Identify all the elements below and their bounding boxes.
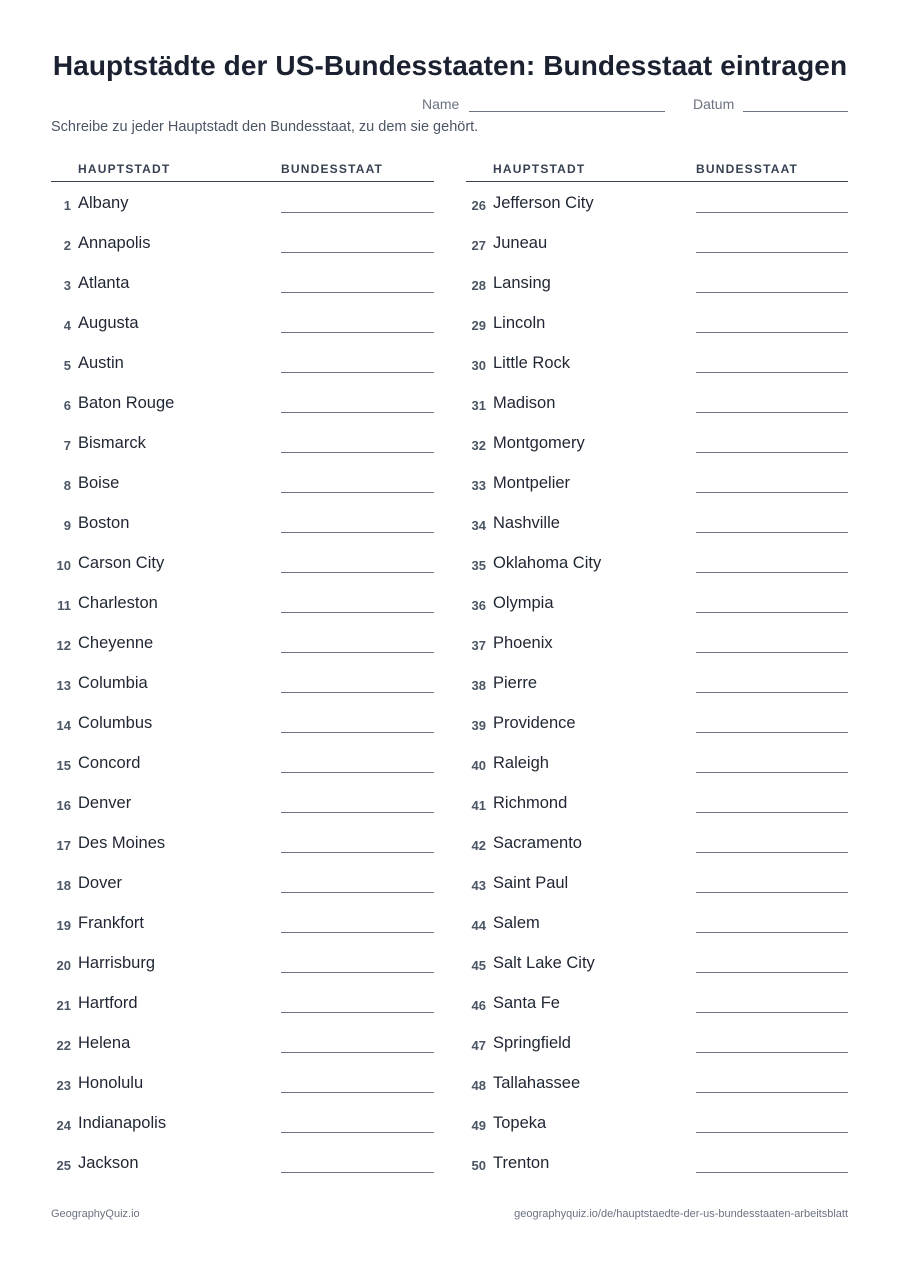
item-number: 45 bbox=[471, 958, 486, 973]
list-item bbox=[466, 942, 848, 982]
state-answer-line[interactable] bbox=[281, 932, 434, 933]
capital-name: Cheyenne bbox=[78, 634, 154, 652]
state-answer-line[interactable] bbox=[696, 1052, 848, 1053]
item-number: 20 bbox=[56, 958, 71, 973]
list-item bbox=[51, 982, 434, 1022]
capital-name: Dover bbox=[78, 874, 123, 892]
state-answer-line[interactable] bbox=[696, 852, 848, 853]
state-answer-line[interactable] bbox=[696, 1012, 848, 1013]
name-label: Name bbox=[422, 96, 460, 112]
list-item bbox=[51, 782, 434, 822]
left-rows bbox=[51, 182, 434, 1182]
capital-name: Raleigh bbox=[493, 754, 549, 772]
list-item bbox=[51, 262, 434, 302]
capital-name: Oklahoma City bbox=[493, 554, 602, 572]
item-number: 1 bbox=[63, 198, 71, 213]
list-item bbox=[466, 462, 848, 502]
list-item bbox=[51, 822, 434, 862]
state-answer-line[interactable] bbox=[696, 252, 848, 253]
state-answer-line[interactable] bbox=[281, 1132, 434, 1133]
state-answer-line[interactable] bbox=[696, 1132, 848, 1133]
state-answer-line[interactable] bbox=[281, 252, 434, 253]
state-answer-line[interactable] bbox=[696, 212, 848, 213]
state-answer-line[interactable] bbox=[696, 292, 848, 293]
state-answer-line[interactable] bbox=[281, 372, 434, 373]
list-item bbox=[51, 1022, 434, 1062]
state-answer-line[interactable] bbox=[281, 452, 434, 453]
list-item bbox=[51, 1102, 434, 1142]
capital-name: Frankfort bbox=[78, 914, 145, 932]
name-line[interactable] bbox=[469, 111, 665, 112]
capital-name: Columbia bbox=[78, 674, 148, 692]
capital-name: Indianapolis bbox=[78, 1114, 167, 1132]
capital-name: Little Rock bbox=[493, 354, 571, 372]
capital-name: Harrisburg bbox=[78, 954, 156, 972]
list-item bbox=[466, 702, 848, 742]
item-number: 4 bbox=[63, 318, 71, 333]
state-answer-line[interactable] bbox=[281, 612, 434, 613]
capital-name: Jefferson City bbox=[493, 194, 594, 212]
list-item bbox=[466, 302, 848, 342]
list-item bbox=[51, 182, 434, 222]
item-number: 25 bbox=[56, 1158, 71, 1173]
state-answer-line[interactable] bbox=[281, 652, 434, 653]
item-number: 49 bbox=[471, 1118, 486, 1133]
capital-name: Phoenix bbox=[493, 634, 553, 652]
capital-name: Richmond bbox=[493, 794, 568, 812]
capital-name: Topeka bbox=[493, 1114, 547, 1132]
item-number: 5 bbox=[63, 358, 71, 373]
list-item bbox=[466, 782, 848, 822]
list-item bbox=[466, 382, 848, 422]
capital-name: Austin bbox=[78, 354, 124, 372]
capital-name: Boise bbox=[78, 474, 120, 492]
state-answer-line[interactable] bbox=[281, 772, 434, 773]
capital-name: Juneau bbox=[493, 234, 548, 252]
right-column bbox=[466, 160, 848, 1182]
list-item bbox=[51, 422, 434, 462]
item-number: 41 bbox=[471, 798, 486, 813]
capital-name: Montpelier bbox=[493, 474, 571, 492]
state-answer-line[interactable] bbox=[696, 692, 848, 693]
capital-name: Annapolis bbox=[78, 234, 151, 252]
capital-name: Trenton bbox=[493, 1154, 550, 1172]
list-item bbox=[466, 982, 848, 1022]
item-number: 18 bbox=[56, 878, 71, 893]
item-number: 39 bbox=[471, 718, 486, 733]
list-item bbox=[51, 902, 434, 942]
item-number: 29 bbox=[471, 318, 486, 333]
item-number: 44 bbox=[471, 918, 486, 933]
list-item bbox=[51, 662, 434, 702]
list-item bbox=[51, 502, 434, 542]
item-number: 31 bbox=[471, 398, 486, 413]
item-number: 22 bbox=[56, 1038, 71, 1053]
state-answer-line[interactable] bbox=[281, 1092, 434, 1093]
list-item bbox=[51, 342, 434, 382]
list-item bbox=[466, 902, 848, 942]
state-answer-line[interactable] bbox=[696, 452, 848, 453]
item-number: 21 bbox=[56, 998, 71, 1013]
state-answer-line[interactable] bbox=[696, 1092, 848, 1093]
list-item bbox=[51, 582, 434, 622]
list-item bbox=[466, 542, 848, 582]
capital-name: Olympia bbox=[493, 594, 554, 612]
state-answer-line[interactable] bbox=[696, 492, 848, 493]
state-answer-line[interactable] bbox=[281, 412, 434, 413]
date-label: Datum bbox=[693, 96, 735, 112]
capital-name: Baton Rouge bbox=[78, 394, 175, 412]
state-answer-line[interactable] bbox=[696, 572, 848, 573]
state-answer-line[interactable] bbox=[281, 1012, 434, 1013]
capital-name: Honolulu bbox=[78, 1074, 144, 1092]
list-item bbox=[51, 462, 434, 502]
table-header bbox=[466, 160, 848, 182]
item-number: 23 bbox=[56, 1078, 71, 1093]
capital-name: Boston bbox=[78, 514, 130, 532]
capital-name: Saint Paul bbox=[493, 874, 569, 892]
state-header: BUNDESSTAAT bbox=[696, 162, 799, 176]
list-item bbox=[466, 1022, 848, 1062]
list-item bbox=[466, 822, 848, 862]
state-answer-line[interactable] bbox=[281, 812, 434, 813]
list-item bbox=[466, 622, 848, 662]
list-item bbox=[51, 1142, 434, 1182]
item-number: 38 bbox=[471, 678, 486, 693]
capital-name: Pierre bbox=[493, 674, 538, 692]
item-number: 50 bbox=[471, 1158, 486, 1173]
state-answer-line[interactable] bbox=[281, 212, 434, 213]
state-answer-line[interactable] bbox=[696, 972, 848, 973]
list-item bbox=[466, 222, 848, 262]
list-item bbox=[51, 942, 434, 982]
capital-name: Columbus bbox=[78, 714, 153, 732]
capital-name: Lincoln bbox=[493, 314, 546, 332]
item-number: 40 bbox=[471, 758, 486, 773]
list-item bbox=[51, 302, 434, 342]
item-number: 7 bbox=[63, 438, 71, 453]
capital-name: Hartford bbox=[78, 994, 138, 1012]
state-answer-line[interactable] bbox=[696, 1172, 848, 1173]
list-item bbox=[466, 582, 848, 622]
item-number: 47 bbox=[471, 1038, 486, 1053]
list-item bbox=[466, 502, 848, 542]
item-number: 10 bbox=[56, 558, 71, 573]
state-answer-line[interactable] bbox=[281, 1052, 434, 1053]
capital-name: Denver bbox=[78, 794, 132, 812]
list-item bbox=[466, 862, 848, 902]
item-number: 9 bbox=[63, 518, 71, 533]
item-number: 11 bbox=[57, 598, 71, 613]
list-item bbox=[466, 182, 848, 222]
item-number: 14 bbox=[56, 718, 71, 733]
state-answer-line[interactable] bbox=[281, 852, 434, 853]
item-number: 15 bbox=[56, 758, 71, 773]
capital-name: Carson City bbox=[78, 554, 165, 572]
list-item bbox=[466, 662, 848, 702]
state-answer-line[interactable] bbox=[281, 1172, 434, 1173]
item-number: 48 bbox=[471, 1078, 486, 1093]
capital-name: Providence bbox=[493, 714, 576, 732]
item-number: 46 bbox=[471, 998, 486, 1013]
state-answer-line[interactable] bbox=[696, 932, 848, 933]
capital-name: Madison bbox=[493, 394, 556, 412]
capital-name: Concord bbox=[78, 754, 141, 772]
state-answer-line[interactable] bbox=[696, 812, 848, 813]
capital-name: Augusta bbox=[78, 314, 139, 332]
state-answer-line[interactable] bbox=[696, 332, 848, 333]
capital-name: Tallahassee bbox=[493, 1074, 581, 1092]
state-answer-line[interactable] bbox=[281, 572, 434, 573]
list-item bbox=[51, 622, 434, 662]
capital-name: Charleston bbox=[78, 594, 158, 612]
state-answer-line[interactable] bbox=[281, 732, 434, 733]
list-item bbox=[51, 862, 434, 902]
state-answer-line[interactable] bbox=[281, 892, 434, 893]
capital-name: Salt Lake City bbox=[493, 954, 595, 972]
item-number: 32 bbox=[471, 438, 486, 453]
item-number: 43 bbox=[471, 878, 486, 893]
capital-name: Springfield bbox=[493, 1034, 571, 1052]
capital-name: Jackson bbox=[78, 1154, 139, 1172]
capital-header: HAUPTSTADT bbox=[493, 162, 586, 176]
capital-name: Albany bbox=[78, 194, 129, 212]
item-number: 24 bbox=[56, 1118, 71, 1133]
state-answer-line[interactable] bbox=[696, 892, 848, 893]
item-number: 6 bbox=[63, 398, 71, 413]
item-number: 26 bbox=[471, 198, 486, 213]
item-number: 19 bbox=[56, 918, 71, 933]
state-answer-line[interactable] bbox=[281, 332, 434, 333]
list-item bbox=[51, 542, 434, 582]
capital-name: Sacramento bbox=[493, 834, 582, 852]
right-rows bbox=[466, 182, 848, 1182]
list-item bbox=[51, 382, 434, 422]
list-item bbox=[51, 702, 434, 742]
item-number: 2 bbox=[63, 238, 71, 253]
item-number: 33 bbox=[471, 478, 486, 493]
page-title: Hauptstädte der US-Bundesstaaten: Bundesstaat eintragen bbox=[52, 50, 848, 81]
item-number: 16 bbox=[56, 798, 71, 813]
state-answer-line[interactable] bbox=[696, 772, 848, 773]
item-number: 36 bbox=[471, 598, 486, 613]
item-number: 37 bbox=[471, 638, 486, 653]
footer-url: geographyquiz.io/de/hauptstaedte-der-us-bundesstaaten-arbeitsblatt bbox=[514, 1208, 848, 1220]
capital-header: HAUPTSTADT bbox=[78, 162, 171, 176]
state-answer-line[interactable] bbox=[281, 972, 434, 973]
capital-name: Bismarck bbox=[78, 434, 146, 452]
state-answer-line[interactable] bbox=[281, 292, 434, 293]
item-number: 17 bbox=[56, 838, 71, 853]
table-header bbox=[51, 160, 434, 182]
item-number: 34 bbox=[471, 518, 486, 533]
state-answer-line[interactable] bbox=[281, 692, 434, 693]
capital-name: Salem bbox=[493, 914, 540, 932]
item-number: 28 bbox=[471, 278, 486, 293]
item-number: 35 bbox=[471, 558, 486, 573]
footer-brand: GeographyQuiz.io bbox=[51, 1208, 140, 1220]
item-number: 8 bbox=[63, 478, 71, 493]
item-number: 42 bbox=[471, 838, 486, 853]
capital-name: Santa Fe bbox=[493, 994, 560, 1012]
state-answer-line[interactable] bbox=[696, 532, 848, 533]
state-answer-line[interactable] bbox=[696, 652, 848, 653]
date-line[interactable] bbox=[743, 111, 848, 112]
state-answer-line[interactable] bbox=[281, 492, 434, 493]
list-item bbox=[466, 1102, 848, 1142]
state-answer-line[interactable] bbox=[696, 372, 848, 373]
instructions: Schreibe zu jeder Hauptstadt den Bundesstaat, zu dem sie gehört. bbox=[51, 119, 479, 135]
capital-name: Montgomery bbox=[493, 434, 585, 452]
state-answer-line[interactable] bbox=[696, 412, 848, 413]
item-number: 13 bbox=[56, 678, 71, 693]
list-item bbox=[466, 1142, 848, 1182]
list-item bbox=[466, 1062, 848, 1102]
list-item bbox=[51, 742, 434, 782]
item-number: 3 bbox=[63, 278, 71, 293]
state-answer-line[interactable] bbox=[281, 532, 434, 533]
item-number: 12 bbox=[56, 638, 71, 653]
capital-name: Helena bbox=[78, 1034, 131, 1052]
list-item bbox=[466, 422, 848, 462]
state-answer-line[interactable] bbox=[696, 612, 848, 613]
capital-name: Des Moines bbox=[78, 834, 166, 852]
list-item bbox=[466, 262, 848, 302]
item-number: 27 bbox=[471, 238, 486, 253]
list-item bbox=[51, 222, 434, 262]
item-number: 30 bbox=[471, 358, 486, 373]
state-answer-line[interactable] bbox=[696, 732, 848, 733]
list-item bbox=[466, 742, 848, 782]
list-item bbox=[466, 342, 848, 382]
list-item bbox=[51, 1062, 434, 1102]
capital-name: Nashville bbox=[493, 514, 560, 532]
capital-name: Atlanta bbox=[78, 274, 130, 292]
state-header: BUNDESSTAAT bbox=[281, 162, 384, 176]
left-column bbox=[51, 160, 434, 1182]
capital-name: Lansing bbox=[493, 274, 551, 292]
